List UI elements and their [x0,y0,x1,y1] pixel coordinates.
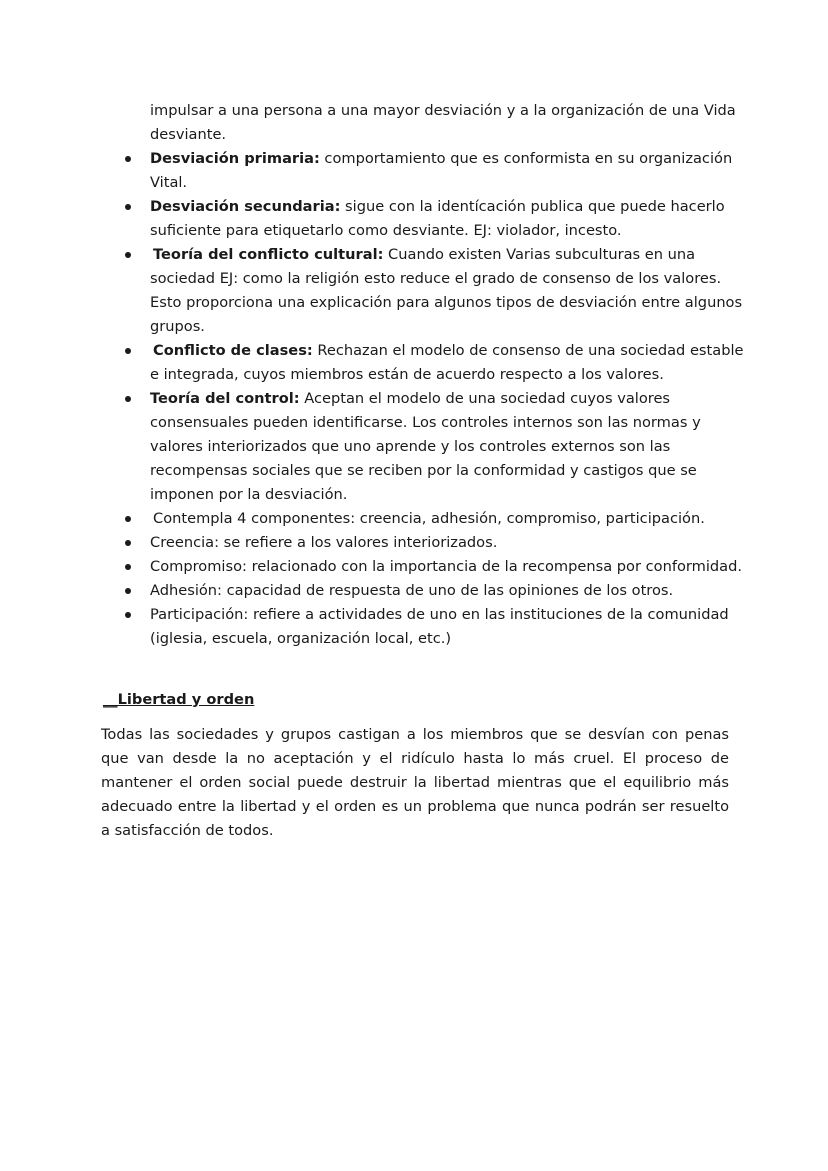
term-description: sigue con la identícación publica que puede hacerlo suficiente para etiquetarlo como desviante. EJ: violador, incesto. [150,198,725,239]
bullet-icon [125,612,131,618]
list-item-text: Contempla 4 componentes: creencia, adhesión, compromiso, participación. [153,510,705,527]
body-paragraph: Todas las sociedades y grupos castigan a los miembros que se desvían con penas que van desde la no aceptación y el ridículo hasta lo más cruel. El proceso de mantener el orden social puede destruir la libertad mientras que el equilibrio más adecuado entre la libertad y el orden es un problema que nunca podrán ser resuelto a satisfacción de todos. [101,726,729,839]
list-item [150,339,750,387]
term-label: Teoría del conflicto cultural: [153,246,384,263]
list-item-text: Creencia: se refiere a los valores interiorizados. [150,534,498,551]
bullet-icon [125,588,131,594]
section-heading [103,688,254,712]
term-label: Desviación secundaria: [150,198,341,215]
list-item [150,531,750,555]
bullet-list [150,147,750,651]
list-item [150,387,750,507]
term-label: Desviación primaria: [150,150,320,167]
term-description: Aceptan el modelo de una sociedad cuyos valores consensuales pueden identificarse. Los controles internos son las normas y valores interiorizados que uno aprende y los controles externos son las recompensas sociales que se reciben por la conformidad y castigos que se imponen por la desviación. [150,390,701,503]
term-description: Rechazan el modelo de consenso de una sociedad estable e integrada, cuyos miembros están de acuerdo respecto a los valores. [150,342,744,383]
bullet-icon [125,540,131,546]
section-heading-text: __Libertad y orden [103,691,255,708]
list-item [150,603,750,651]
term-description: comportamiento que es conformista en su organización Vital. [150,150,733,191]
list-item [150,579,750,603]
continuation-text: impulsar a una persona a una mayor desviación y a la organización de una Vida desviante. [150,102,736,143]
term-description: Cuando existen Varias subculturas en una sociedad EJ: como la religión esto reduce el grado de consenso de los valores. Esto proporciona una explicación para algunos tipos de desviación entre algunos grupos. [150,246,743,335]
list-item-text: Participación: refiere a actividades de uno en las instituciones de la comunidad (iglesia, escuela, organización local, etc.) [150,606,729,647]
bullet-icon [125,348,131,354]
list-item [150,507,750,531]
bullet-icon [125,516,131,522]
list-item [150,147,750,195]
list-item [150,555,750,579]
bullet-icon [125,252,131,258]
bullet-icon [125,204,131,210]
list-item-text: Compromiso: relacionado con la importancia de la recompensa por conformidad. [150,558,743,575]
bullet-icon [125,564,131,570]
term-label: Conflicto de clases: [153,342,313,359]
list-item [150,243,750,339]
list-item-text: Adhesión: capacidad de respuesta de uno de las opiniones de los otros. [150,582,674,599]
bullet-icon [125,156,131,162]
term-label: Teoría del control: [150,390,300,407]
bullet-icon [125,396,131,402]
list-item [150,195,750,243]
